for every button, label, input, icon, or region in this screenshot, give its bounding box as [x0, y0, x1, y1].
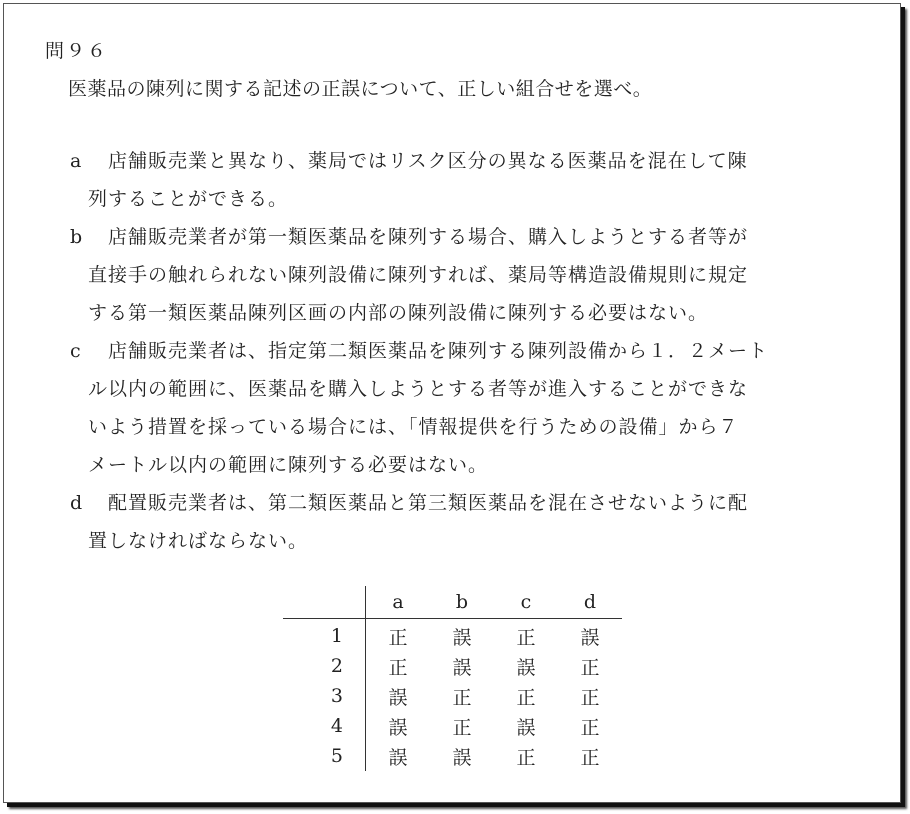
option-number: 3 [283, 681, 366, 711]
table-row [283, 741, 622, 771]
statement-text: 列することができる。 [88, 188, 289, 210]
header-cell: c [494, 586, 558, 619]
header-cell [283, 586, 366, 619]
question-prompt: 医薬品の陳列に関する記述の正誤について、正しい組合せを選べ。 [68, 78, 653, 100]
table-cell: 正 [516, 746, 536, 769]
table-cell: 正 [580, 656, 600, 679]
statement-text: メートル以内の範囲に陳列する必要はない。 [88, 454, 489, 476]
statement-a [70, 142, 850, 218]
statement-b [70, 218, 850, 332]
table-cell: 誤 [452, 626, 472, 649]
answer-table [283, 586, 622, 771]
table-cell: 正 [580, 716, 600, 739]
table-cell: 正 [388, 656, 408, 679]
option-number: 1 [283, 619, 366, 652]
header-cell: d [558, 586, 622, 619]
table-cell: 正 [516, 626, 536, 649]
header-cell: b [430, 586, 494, 619]
table-cell: 誤 [452, 656, 472, 679]
statement-d [70, 484, 850, 560]
table-row [283, 711, 622, 741]
statement-label: b [70, 226, 84, 248]
option-number: 2 [283, 651, 366, 681]
statement-label: c [70, 340, 82, 362]
table-cell: 誤 [516, 656, 536, 679]
table-cell: 正 [452, 716, 472, 739]
table-cell: 誤 [580, 626, 600, 649]
table-row [283, 681, 622, 711]
statement-text: 配置販売業者は、第二類医薬品と第三類医薬品を混在させないように配 [108, 492, 749, 514]
table-cell: 誤 [388, 746, 408, 769]
statement-c [70, 332, 850, 484]
statement-text: 置しなければならない。 [88, 530, 309, 552]
table-row [283, 619, 622, 652]
table-cell: 誤 [388, 686, 408, 709]
statement-text: 店舗販売業者が第一類医薬品を陳列する場合、購入しようとする者等が [108, 226, 749, 248]
statement-label: a [70, 150, 83, 172]
statement-text: 店舗販売業と異なり、薬局ではリスク区分の異なる医薬品を混在して陳 [108, 150, 748, 172]
statement-text: 直接手の触れられない陳列設備に陳列すれば、薬局等構造設備規則に規定 [88, 264, 749, 286]
table-cell: 正 [580, 686, 600, 709]
table-cell: 正 [452, 686, 472, 709]
question-number: 問９６ [45, 40, 109, 62]
table-row [283, 651, 622, 681]
table-cell: 正 [388, 626, 408, 649]
table-cell: 正 [580, 746, 600, 769]
statement-text: いよう措置を採っている場合には、「情報提供を行うための設備」から７ [88, 416, 739, 438]
header-cell: a [366, 586, 431, 619]
statement-text: する第一類医薬品陳列区画の内部の陳列設備に陳列する必要はない。 [88, 302, 709, 324]
table-cell: 誤 [388, 716, 408, 739]
table-cell: 誤 [516, 716, 536, 739]
table-cell: 誤 [452, 746, 472, 769]
statement-text: ル以内の範囲に、医薬品を購入しようとする者等が進入することができな [88, 378, 749, 400]
table-header-row [283, 586, 622, 619]
option-number: 5 [283, 741, 366, 771]
option-number: 4 [283, 711, 366, 741]
statement-label: d [70, 492, 84, 514]
statement-text: 店舗販売業者は、指定第二類医薬品を陳列する陳列設備から１．２メート [108, 340, 769, 362]
table-cell: 正 [516, 686, 536, 709]
